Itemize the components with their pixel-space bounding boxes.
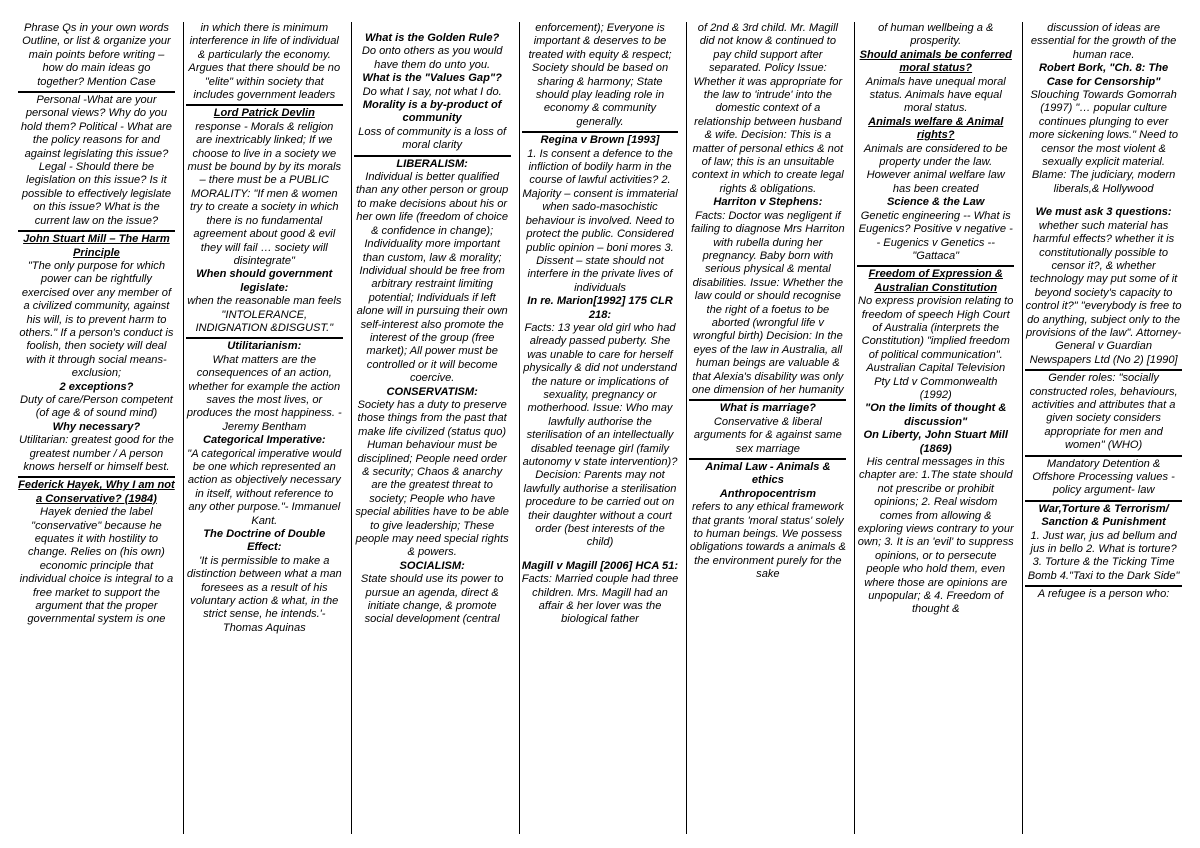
section-heading: John Stuart Mill – The Harm Principle	[23, 233, 170, 259]
key-term: Regina v Brown [1993]	[540, 134, 660, 147]
note-text: No express provision relating to freedom of speech High Court of Australia (interprets the Constitution) "implied freedom of political communication". Australian Capital Television Pty Ltd v Commonwealth (1992)	[858, 295, 1014, 401]
note-text: Phrase Qs in your own words Outline, or list & organize your main points before writing – how do main ideas go together? Mention Case	[22, 22, 171, 88]
note-text: State should use its power to pursue an agenda, direct & initiate change, & promote social development (central	[360, 573, 504, 626]
note-text: of human wellbeing a & prosperity.	[878, 22, 994, 48]
key-term: Anthropocentrism	[719, 487, 816, 500]
note-text: when the reasonable man feels "INTOLERANCE, INDIGNATION &DISGUST."	[187, 295, 342, 334]
key-term: Science & the Law	[887, 196, 985, 209]
note-text: Slouching Towards Gomorrah (1997) "… popular culture continues plunging to ever more sickening lows." Need to censor the most violent & sexually explicit material. Blame: The judiciary, modern liberals,& Hollywood	[1029, 89, 1178, 195]
section-heading: Freedom of Expression & Australian Constitution	[868, 268, 1003, 294]
note-text: 1. Just war, jus ad bellum and jus in bello 2. What is torture? 3. Torture & the Ticking Time Bomb 4."Taxi to the Dark Side"	[1027, 529, 1180, 582]
key-term: LIBERALISM:	[396, 157, 468, 170]
key-term: What is the Golden Rule?	[364, 32, 500, 44]
note-text: Utilitarian: greatest good for the greatest number / A person knows herself or himself best.	[19, 434, 174, 473]
key-term: Why necessary?	[52, 420, 141, 433]
section-divider	[18, 476, 175, 478]
notes-column-4	[519, 22, 681, 834]
note-text: "A categorical imperative would be one which represented an action as objectively necessary in itself, without reference to any other purpose."- Immanuel Kant.	[187, 447, 342, 527]
key-term: The Doctrine of Double Effect:	[203, 528, 326, 554]
note-text: "The only purpose for which power can be rightfully exercised over any member of a civilized community, against his will, is to prevent harm to others." If a person's conduct is foolish, then society will deal with it through social means-exclusion;	[19, 259, 174, 380]
key-term: "On the limits of thought & discussion"	[865, 402, 1007, 428]
key-term: War,Torture & Terrorism/ Sanction & Punishment	[1038, 502, 1169, 529]
note-text: Duty of care/Person competent (of age & of sound mind)	[19, 393, 173, 420]
key-term: Animal Law - Animals & ethics	[705, 461, 831, 487]
note-text: Society has a duty to preserve those things from the past that make life civilized (status quo) Human behaviour must be disciplined; People need order & security; Chaos & anarchy are the greatest threat to society; People who have special abilities have to be able to give leadership; These people may need special rights & powers.	[355, 398, 509, 559]
key-term: Morality is a by-product of community	[362, 99, 502, 125]
section-divider	[1025, 500, 1182, 502]
note-text: Animals are considered to be property under the law. However animal welfare law has been created	[863, 142, 1008, 195]
note-text: Mandatory Detention & Offshore Processing values -policy argument- law	[1032, 457, 1175, 497]
spacer	[354, 22, 511, 32]
key-term: Robert Bork, "Ch. 8: The Case for Censorship"	[1039, 62, 1169, 88]
note-text: discussion of ideas are essential for the growth of the human race.	[1030, 22, 1177, 61]
section-heading: Federick Hayek, Why I am not a Conservative? (1984)	[18, 479, 175, 505]
key-term: What is marriage?	[719, 402, 816, 415]
note-text: Individual is better qualified than any other person or group to make decisions about his or her own life (freedom of choice & confidence in change); Individuality more important than custom, law & morality; Individual should be free from arbitrary restraint limiting potential; Individuals if left alone will in pursuing their own self-interest also promote the interest of the group (free market); All power must be controlled or it will become coercive.	[355, 171, 509, 385]
key-term: Magill v Magill [2006] HCA 51:	[521, 559, 679, 572]
notes-column-3	[351, 22, 513, 834]
key-term: CONSERVATISM:	[386, 385, 478, 398]
spacer	[1025, 196, 1182, 206]
section-divider	[18, 91, 175, 93]
note-text: His central messages in this chapter are: 1.The state should not prescribe or prohibit opinions; 2. Real wisdom comes from allowing & exploring views contrary to your own; 3. It is an 'evil' to suppress opinions, or to persecute people who hold them, even where those are opinions are unpopular; & 4. Freedom of thought &	[857, 456, 1014, 616]
note-text: 'It is permissible to make a distinction between what a man foresees as a result of his voluntary action & what, in the strict sense, he intends.'-Thomas Aquinas	[186, 554, 342, 634]
notes-column-1	[16, 22, 177, 834]
key-term: Utilitarianism:	[227, 340, 302, 353]
section-divider	[689, 399, 846, 401]
note-text: 1. Is consent a defence to the infliction of bodily harm in the course of lawful activities? 2. Majority – consent is immaterial when sado-masochistic behaviour is involved. Need to protect the public. Considered public opinion – boni mores 3. Dissent – state should not interfere in the private lives of individuals	[522, 147, 678, 294]
note-text: Facts: Doctor was negligent if failing to diagnose Mrs Harriton with rubella during her pregnancy. Baby born with serious physical & mental disabilities. Issue: Whether the law could or should recognise the right of a foetus to be aborted (wrongful life v wrongful birth) Decision: In the eyes of the law in Australia, all human beings are valuable & that Alexia's disability was only one dimension of her humanity	[691, 209, 845, 396]
section-divider	[522, 131, 679, 133]
note-text: What matters are the consequences of an action, whether for example the action saves the most lives, or produces the most happiness. - Jeremy Bentham	[186, 353, 342, 433]
note-text: Loss of community is a loss of moral clarity	[358, 125, 507, 152]
section-divider	[857, 265, 1014, 267]
key-term: 2 exceptions?	[59, 380, 134, 393]
notes-column-7	[1022, 22, 1184, 834]
note-text: refers to any ethical framework that grants 'moral status' solely to human beings. We possess obligations towards a animals & the environment purely for the sake	[689, 501, 846, 581]
section-divider	[1025, 455, 1182, 457]
key-term: When should government legislate:	[196, 268, 333, 294]
notes-column-5	[686, 22, 848, 834]
key-term: On Liberty, John Stuart Mill (1869)	[863, 429, 1008, 455]
note-text: Gender roles: "socially constructed roles, behaviours, activities and attributes that a given society considers appropriate for men and women" (WHO)	[1029, 372, 1178, 452]
section-divider	[18, 230, 175, 232]
note-text: response - Morals & religion are inextricably linked; If we choose to live in a society we must be bound by by its morals – there must be a PUBLIC MORALITY: "If men & women try to create a society in which there is no fundamental agreement about good & evil they will fail … society will disintegrate"	[187, 120, 342, 267]
note-text: Animals have unequal moral status. Animals have equal moral status.	[865, 75, 1006, 115]
section-divider	[1025, 369, 1182, 371]
note-text: Hayek denied the label "conservative" because he equates it with hostility to change. Relies on (his own) economic principle that individual choice is integral to a free market to support the argument that the proper governmental system is one	[19, 506, 174, 626]
spacer	[522, 550, 679, 560]
note-text: enforcement); Everyone is important & deserves to be treated with equity & respect; Society should be based on sharing & harmony; State should play leading role in economy & community generally.	[528, 22, 672, 128]
section-divider	[1025, 585, 1182, 587]
notes-column-2	[183, 22, 345, 834]
note-text: of 2nd & 3rd child. Mr. Magill did not know & continued to pay child support after separated. Policy Issue: Whether it was appropriate for the law to 'intrude' into the domestic context of a relationship between husband & wife. Decision: This is a matter of personal ethics & not of law; this is an unsuitable context in which to create legal rights & obligations.	[692, 22, 844, 195]
section-heading: Should animals be conferred moral status?	[859, 48, 1012, 75]
study-notes-sheet	[16, 22, 1184, 834]
note-text: Facts: 13 year old girl who had already passed puberty. She was unable to care for herself physically & did not understand the nature or implications of sexuality, pregnancy or motherhood. Issue: Who may lawfully authorise the sterilisation of an intellectually disabled teenage girl (family autonomy v state intervention)? Decision: Parents may not lawfully authorise a sterilisation procedure to be carried out on their daughter without a court order (best interests of the child)	[522, 321, 678, 549]
section-divider	[186, 337, 343, 339]
key-term: What is the "Values Gap"?	[362, 72, 502, 85]
note-text: Do what I say, not what I do.	[362, 85, 502, 98]
key-term: We must ask 3 questions:	[1035, 206, 1172, 219]
section-divider	[186, 104, 343, 106]
note-text: whether such material has harmful effects? whether it is constitutionally possible to censor it?, & whether technology may put some of it beyond society's capacity to control it?" "everybody is free to do anything, subject only to the provisions of the law". Attorney-General v Guardian Newspapers Ltd (No 2) [1990]	[1025, 219, 1182, 366]
note-text: A refugee is a person who:	[1037, 588, 1170, 601]
section-heading: Lord Patrick Devlin	[213, 107, 315, 120]
section-divider	[354, 155, 511, 157]
key-term: SOCIALISM:	[399, 559, 465, 572]
note-text: Do onto others as you would have them do unto you.	[361, 45, 503, 71]
notes-column-6	[854, 22, 1016, 834]
note-text: in which there is minimum interference in life of individual & particularly the economy. Argues that there should be no "elite" within society that includes government leaders	[188, 22, 341, 102]
note-text: Personal -What are your personal views? Why do you hold them? Political - What are the policy reasons for and against legislating this issue? Legal - Should there be legislation on this issue? Is it possible to effectively legislate on this issue? What is the current law on the issue?	[20, 94, 172, 227]
note-text: Conservative & liberal arguments for & against same sex marriage	[693, 415, 842, 455]
note-text: Genetic engineering -- What is Eugenics? Positive v negative -- Eugenics v Genetics -- "Gattaca"	[858, 209, 1013, 262]
key-term: In re. Marion[1992] 175 CLR 218:	[527, 295, 673, 321]
section-divider	[689, 458, 846, 460]
section-heading: Animals welfare & Animal rights?	[868, 115, 1004, 142]
key-term: Harriton v Stephens:	[713, 196, 823, 209]
note-text: Facts: Married couple had three children. Mrs. Magill had an affair & her lover was the biological father	[521, 573, 679, 626]
key-term: Categorical Imperative:	[202, 434, 326, 447]
